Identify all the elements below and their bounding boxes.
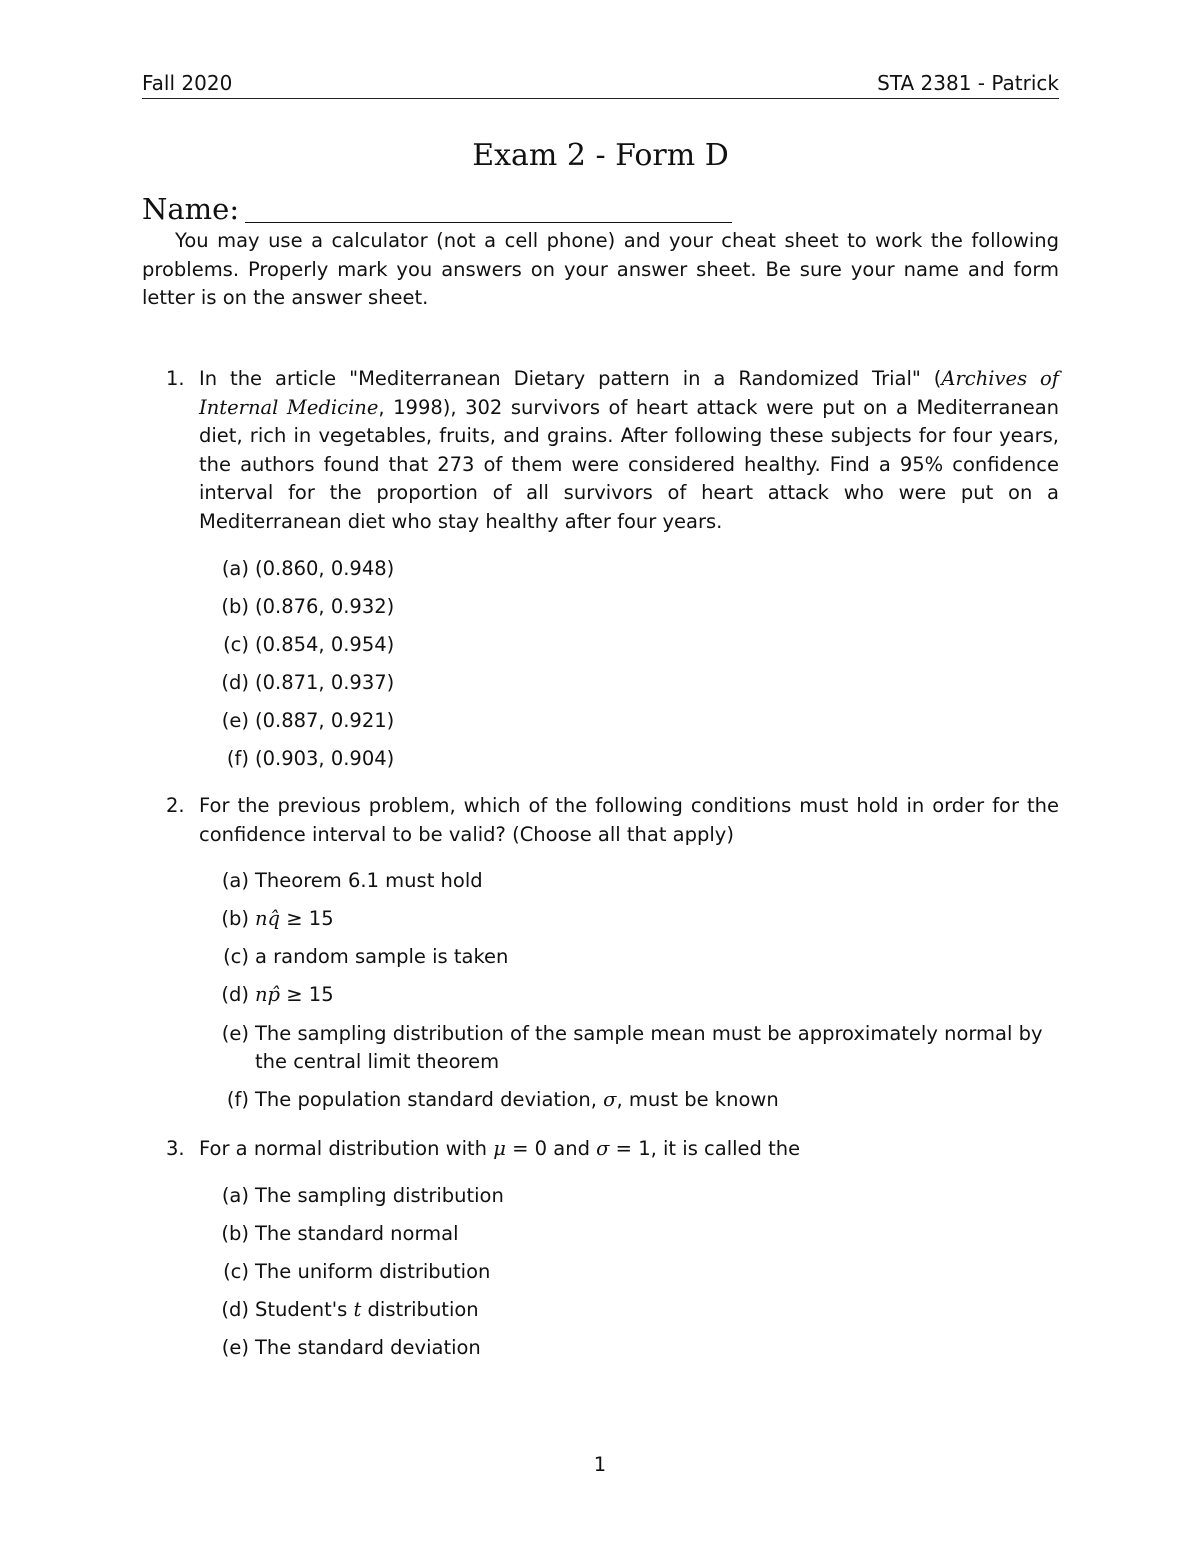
option-e: (e) The sampling distribution of the sample mean must be approximately normal by the central limit theorem	[221, 1021, 1043, 1074]
option-e: (e) (0.887, 0.921)	[221, 708, 395, 732]
option-d: (d) Student's t distribution	[221, 1297, 479, 1321]
option-b: (b) The standard normal	[221, 1221, 459, 1245]
question-number: 2.	[166, 794, 185, 817]
option-f: (f) (0.903, 0.904)	[226, 747, 395, 771]
question-1	[142, 365, 1059, 783]
option-c: (c) a random sample is taken	[223, 945, 509, 969]
option-c: (c) (0.854, 0.954)	[223, 632, 395, 656]
option-a: (a) Theorem 6.1 must hold	[221, 869, 483, 893]
page-header	[142, 68, 1059, 99]
semester-label: Fall 2020	[142, 71, 233, 95]
option-c: (c) The uniform distribution	[223, 1259, 491, 1283]
question-text: For a normal distribution with μ = 0 and σ = 1, it is called the	[199, 1137, 801, 1160]
option-d: (d) np̂ ≥ 15	[221, 983, 334, 1007]
journal-title: Archives of Internal Medicine	[199, 367, 1059, 419]
name-field-row	[142, 192, 742, 228]
page-number: 1	[593, 1453, 607, 1476]
option-a: (a) The sampling distribution	[221, 1183, 504, 1207]
answer-options	[209, 867, 1059, 1115]
question-3	[142, 1135, 1059, 1372]
option-b: (b) nq̂ ≥ 15	[221, 907, 334, 931]
option-b: (b) (0.876, 0.932)	[221, 594, 395, 618]
name-label: Name:	[142, 192, 240, 226]
question-number: 3.	[166, 1137, 185, 1160]
course-label: STA 2381 - Patrick	[877, 71, 1059, 95]
question-number: 1.	[166, 367, 185, 390]
exam-title: Exam 2 - Form D	[472, 138, 729, 173]
option-e: (e) The standard deviation	[221, 1335, 481, 1359]
option-a: (a) (0.860, 0.948)	[221, 556, 395, 580]
question-2	[142, 792, 1059, 1124]
question-text: In the article "Mediterranean Dietary pattern in a Randomized Trial" (Archives of Internal Medicine, 1998), 302 survivors of heart attack were put on a Mediterranean diet, rich in vegetables, fruits, and grains. After following these subjects for four years, the authors found that 273 of them were considered healthy. Find a 95% confidence interval for the proportion of all survivors of heart attack who were put on a Mediterranean diet who stay healthy after four years.	[199, 367, 1060, 533]
option-d: (d) (0.871, 0.937)	[221, 670, 395, 694]
answer-options	[209, 555, 1059, 774]
instructions: You may use a calculator (not a cell phone) and your cheat sheet to work the following problems. Properly mark you answers on your answer sheet. Be sure your name and form letter is on the answer sheet.	[142, 229, 1059, 310]
question-text: For the previous problem, which of the following conditions must hold in order for the confidence interval to be valid? (Choose all that apply)	[199, 794, 1059, 846]
option-f: (f) The population standard deviation, σ, must be known	[226, 1088, 779, 1112]
answer-options	[209, 1182, 1059, 1363]
name-blank-line	[245, 222, 732, 223]
